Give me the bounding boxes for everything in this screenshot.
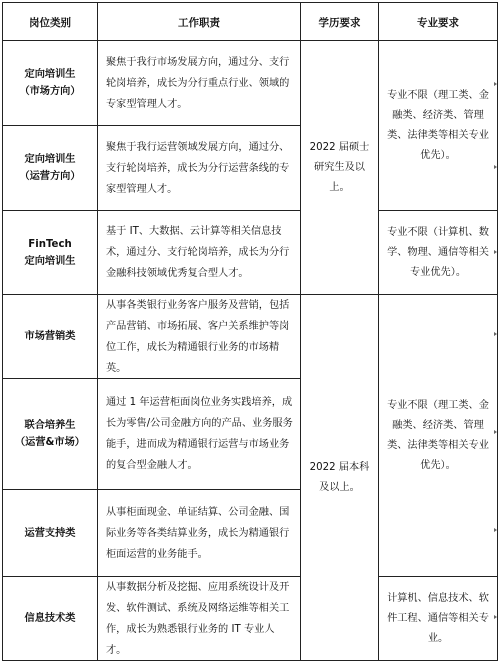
header-position-type: 岗位类别 (29, 16, 71, 29)
duties-cell (98, 490, 300, 576)
edge-marker-icon (494, 615, 497, 619)
major-text: 专业不限（计算机、数学、物理、通信等相关专业优先）。 (387, 226, 489, 278)
duties-cell (98, 211, 300, 294)
education-cell (301, 41, 378, 294)
table-bottom-border (2, 660, 498, 661)
position-direction: （运营&市场） (14, 437, 85, 448)
position-cell (3, 211, 97, 294)
position-name: FinTech (28, 238, 72, 250)
education-text: 2022 届硕士研究生及以上。 (309, 141, 370, 193)
major-text: 计算机、信息技术、软件工程、通信等相关专业。 (387, 592, 489, 644)
edge-marker-icon (494, 82, 497, 86)
header-duties: 工作职责 (178, 16, 220, 29)
table-right-border (497, 2, 498, 661)
major-cell (379, 295, 497, 576)
edge-marker-icon (494, 250, 497, 254)
position-name: 运营支持类 (24, 527, 76, 539)
major-cell (379, 211, 497, 294)
header-education: 学历要求 (318, 16, 361, 29)
position-direction: （市场方向） (19, 86, 81, 97)
duties-text: 从事柜面现金、单证结算、公司金融、国际业务等各类结算业务，成长为精通银行柜面运营的业务能手。 (106, 506, 290, 560)
major-cell (379, 41, 497, 210)
position-direction: （运营方向） (19, 171, 81, 182)
duties-text: 从事数据分析及挖掘、应用系统设计及开发、软件测试、系统及网络运维等相关工作，成长为熟悉银行业务的 IT 专业人才。 (106, 581, 290, 656)
position-cell (3, 577, 97, 660)
position-cell (3, 126, 97, 210)
position-cell (3, 41, 97, 125)
duties-text: 聚焦于我行市场发展方向，通过分、支行轮岗培养，成长为分行重点行业、领域的专家型管理人才。 (106, 56, 290, 110)
position-name: 市场营销类 (24, 331, 76, 342)
edge-marker-icon (494, 430, 497, 434)
major-text: 专业不限（理工类、金融类、经济类、管理类、法律类等相关专业优先）。 (387, 399, 489, 471)
position-name: 信息技术类 (24, 613, 76, 624)
position-name: 定向培训生 (24, 69, 76, 80)
major-text: 专业不限（理工类、金融类、经济类、管理类、法律类等相关专业优先）。 (387, 89, 489, 161)
major-cell (379, 577, 497, 660)
duties-text: 聚焦于我行运营领域发展方向，通过分、支行轮岗培养，成长为分行运营条线的专家型管理人才。 (106, 141, 290, 195)
duties-cell (98, 577, 300, 660)
education-text: 2022 届本科及以上。 (309, 461, 370, 493)
education-cell (301, 295, 378, 660)
edge-marker-icon (494, 165, 497, 169)
duties-text: 基于 IT、大数据、云计算等相关信息技术，通过分、支行轮岗培养，成长为分行金融科技领域优秀复合型人才。 (106, 226, 290, 279)
duties-cell (98, 379, 300, 489)
position-name: 定向培训生 (24, 154, 76, 165)
position-cell (3, 490, 97, 576)
position-cell (3, 379, 97, 489)
position-direction: 定向培训生 (24, 255, 76, 267)
duties-text: 从事各类银行业务客户服务及营销，包括产品营销、市场拓展、客户关系维护等岗位工作，成长为精通银行业务的市场精英。 (106, 299, 290, 374)
position-name: 联合培养生 (24, 420, 76, 431)
duties-cell (98, 295, 300, 378)
header-major: 专业要求 (417, 16, 459, 29)
duties-cell (98, 126, 300, 210)
edge-marker-icon (494, 528, 497, 532)
duties-text: 通过 1 年运营柜面岗位业务实践培养，成长为零售/公司金融方向的产品、业务服务能手，进而成为精通银行运营与市场业务的复合型金融人才。 (106, 397, 293, 471)
position-cell (3, 295, 97, 378)
duties-cell (98, 41, 300, 125)
edge-marker-icon (494, 332, 497, 336)
